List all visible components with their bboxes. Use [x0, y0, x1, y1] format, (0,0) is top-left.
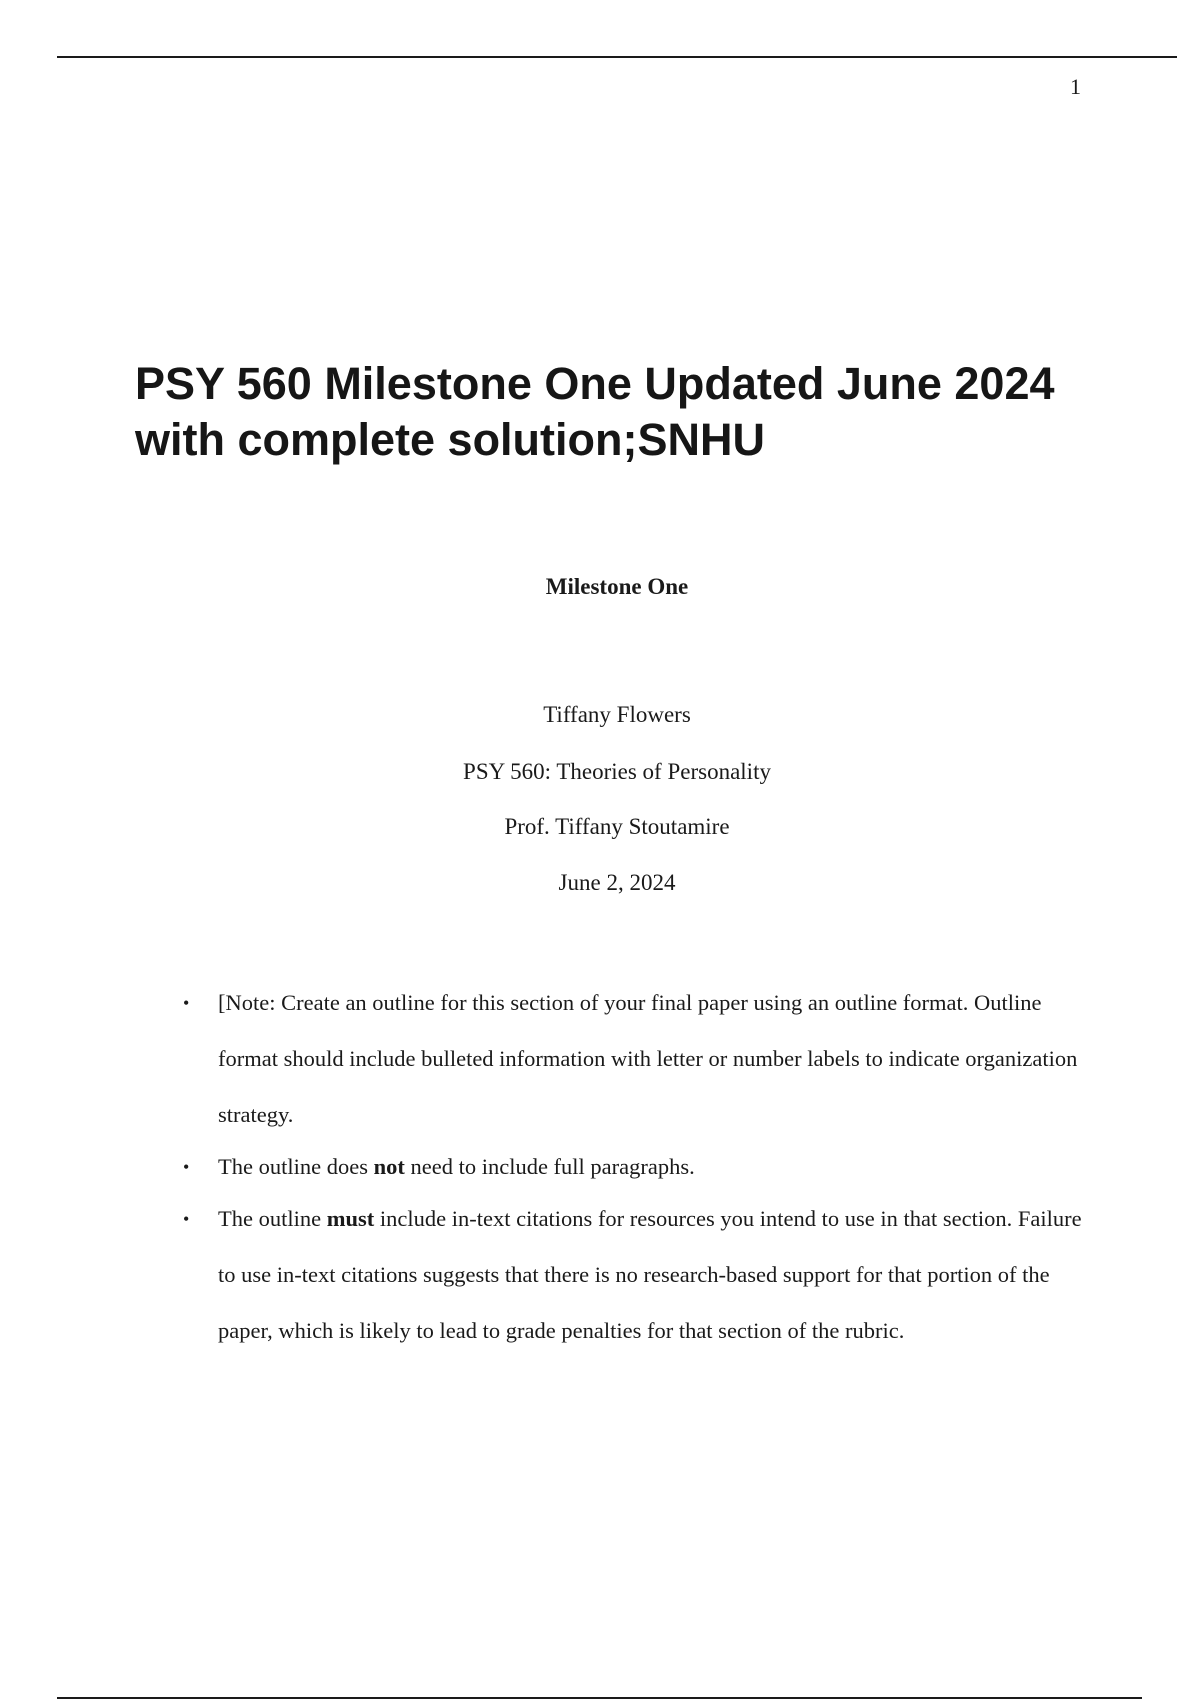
note-item [178, 1139, 1098, 1195]
page-number: 1 [1070, 74, 1081, 99]
note-text [218, 1154, 695, 1179]
note-text-plain: [Note: Create an outline for this section of your final paper using an outline format. Outline format should include bulleted information with letter or number labels to indicate organization strategy. [218, 990, 1078, 1127]
bullet-icon: • [183, 993, 190, 1013]
note-text [218, 990, 1077, 1127]
cover-heading: Milestone One [545, 574, 689, 599]
note-text-plain: need to include full paragraphs. [404, 1154, 695, 1179]
instruction-notes [178, 975, 1098, 1355]
header-rule [57, 56, 1177, 58]
note-text-plain: include in-text citations for resources you intend to use in that section. Failure to use in-text citations suggests that there is no research-based support for that portion of the paper, which is likely to lead to grade penalties for that section of the rubric. [218, 1206, 1082, 1343]
professor-name: Prof. Tiffany Stoutamire [504, 814, 730, 839]
note-text-plain: The outline [218, 1206, 327, 1231]
author-name: Tiffany Flowers [543, 702, 691, 727]
note-item [178, 975, 1098, 1143]
bullet-icon: • [183, 1157, 190, 1177]
note-text-plain: The outline does [218, 1154, 374, 1179]
document-title: PSY 560 Milestone One Updated June 2024 with complete solution;SNHU [135, 358, 1055, 465]
footer-rule [57, 1697, 1142, 1699]
document-date: June 2, 2024 [558, 870, 676, 895]
note-item [178, 1191, 1098, 1359]
bullet-icon: • [183, 1209, 190, 1229]
note-text-emphasis: must [326, 1206, 375, 1231]
note-text [218, 1206, 1082, 1343]
note-text-emphasis: not [373, 1154, 405, 1179]
course-name: PSY 560: Theories of Personality [463, 759, 771, 784]
